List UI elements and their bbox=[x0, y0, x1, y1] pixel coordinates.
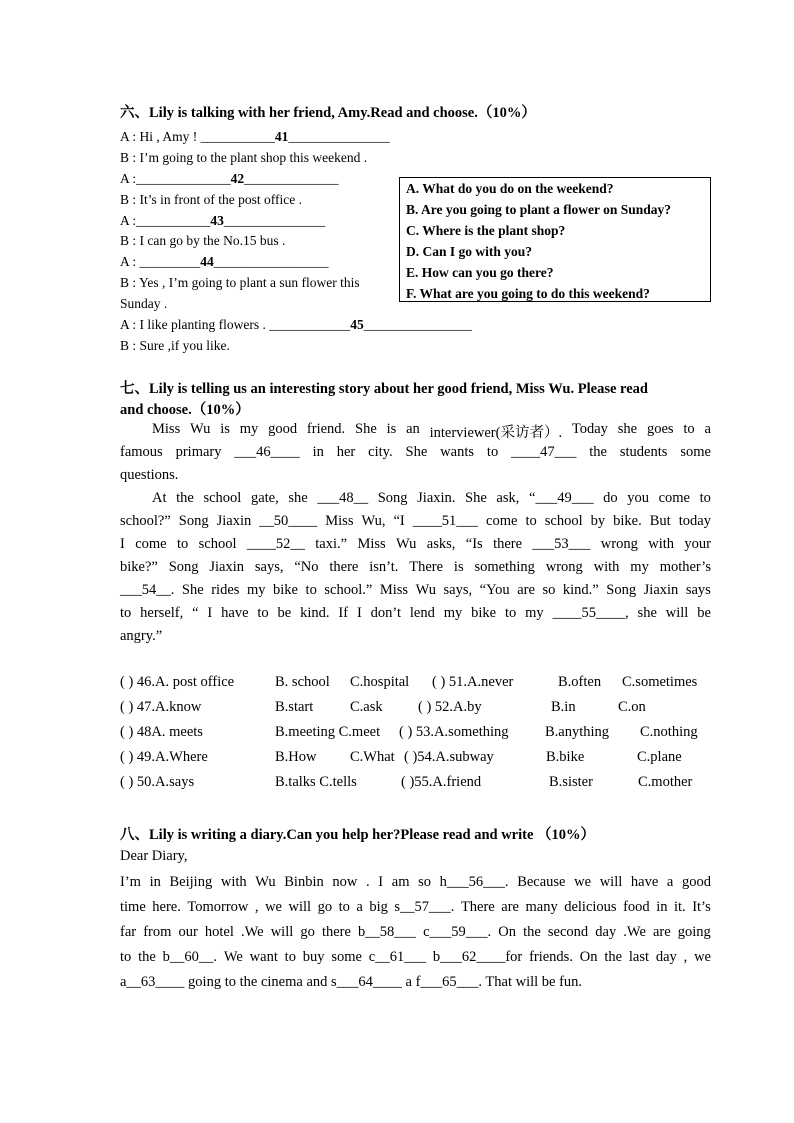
word: buy bbox=[302, 949, 325, 965]
word: On bbox=[579, 949, 598, 965]
choice-option: C.What bbox=[350, 749, 395, 765]
word: the bbox=[589, 444, 607, 460]
word: a bbox=[666, 874, 674, 890]
word: will bbox=[270, 924, 294, 940]
choice-option: B.in bbox=[551, 699, 576, 715]
choice-option: B. school bbox=[275, 674, 330, 690]
word: is bbox=[453, 559, 464, 575]
word: a bbox=[704, 421, 711, 437]
passage-line bbox=[120, 605, 711, 622]
choice-option: ( ) 48A. meets bbox=[120, 724, 203, 740]
choice-option: ( )55.A.friend bbox=[401, 774, 482, 790]
word: Beijing bbox=[169, 874, 213, 890]
word: there bbox=[329, 559, 359, 575]
word: kind.” bbox=[562, 582, 599, 598]
dialogue-text: B : I can go by the No.15 bus . bbox=[120, 233, 286, 248]
diary-line bbox=[120, 899, 711, 916]
word: go bbox=[300, 924, 315, 940]
word: so bbox=[542, 582, 556, 598]
choice-option: ( ) 47.A.know bbox=[120, 699, 202, 715]
passage-line bbox=[152, 421, 711, 442]
word: wrong bbox=[600, 536, 638, 552]
word: It’s bbox=[692, 899, 711, 915]
word: my bbox=[239, 421, 259, 437]
word: Miss bbox=[379, 582, 409, 598]
word: the bbox=[604, 949, 623, 965]
word: time bbox=[120, 899, 146, 915]
choice-option: C.nothing bbox=[640, 724, 698, 740]
word: ___54__. bbox=[120, 582, 175, 598]
word: ask, bbox=[496, 490, 520, 506]
dialogue-text: A : I like planting flowers . ____________ bbox=[120, 317, 351, 332]
blank-number: 41 bbox=[274, 129, 289, 144]
word: At bbox=[152, 490, 167, 506]
word: come bbox=[658, 490, 690, 506]
word: so bbox=[418, 874, 432, 890]
word: Wu, bbox=[361, 513, 386, 529]
word: school bbox=[203, 490, 242, 506]
word: “I bbox=[393, 513, 405, 529]
dialogue-text: A : Hi , Amy ! ___________ bbox=[120, 129, 275, 144]
choice-option: ( ) 52.A.by bbox=[418, 699, 482, 715]
word: are bbox=[501, 899, 519, 915]
word: Song bbox=[606, 582, 637, 598]
word: If bbox=[338, 605, 349, 621]
word: says bbox=[685, 582, 711, 598]
choice-option: C.plane bbox=[637, 749, 682, 765]
dialogue-blank: _______________ bbox=[288, 129, 390, 144]
word: Song bbox=[168, 559, 199, 575]
blank-number: 43 bbox=[210, 213, 224, 228]
word: . bbox=[366, 874, 370, 890]
dialogue-line bbox=[120, 213, 325, 229]
word: something bbox=[474, 559, 535, 575]
dialogue-text: B : I’m going to the plant shop this weekend . bbox=[120, 150, 368, 165]
word: .We bbox=[241, 924, 264, 940]
word: primary bbox=[175, 444, 222, 460]
word: school bbox=[544, 513, 583, 529]
word: many bbox=[525, 899, 558, 915]
word: bike?” bbox=[120, 559, 158, 575]
word: is bbox=[386, 421, 397, 437]
word: will bbox=[665, 605, 689, 621]
dialogue-text: B : Yes , I’m going to plant a sun flower this bbox=[120, 275, 360, 290]
dialogue-text: A : _________ bbox=[120, 254, 201, 269]
word: far bbox=[120, 924, 137, 940]
word: have bbox=[630, 874, 659, 890]
word: Because bbox=[517, 874, 566, 890]
word: famous bbox=[120, 444, 163, 460]
word: I’m bbox=[120, 874, 141, 890]
word: with bbox=[648, 536, 675, 552]
word: last bbox=[628, 949, 650, 965]
section-8-title: 八、Lily is writing a diary.Can you help her?Please read and write （10%） bbox=[120, 827, 596, 843]
diary-greeting: Dear Diary, bbox=[120, 848, 188, 864]
word: her bbox=[336, 444, 356, 460]
word: Today bbox=[571, 421, 608, 437]
word: in bbox=[312, 444, 324, 460]
word: She bbox=[405, 444, 428, 460]
options-box bbox=[399, 177, 711, 302]
word: in bbox=[656, 899, 668, 915]
choice-option: B.often bbox=[558, 674, 602, 690]
word: you bbox=[627, 490, 649, 506]
dialogue-text: B : Sure ,if you like. bbox=[120, 338, 230, 353]
word: Wu bbox=[415, 582, 436, 598]
section-6-title: 六、Lily is talking with her friend, Amy.Read and choose.（10%） bbox=[120, 105, 536, 121]
blank-number: 44 bbox=[200, 254, 214, 269]
choice-option: B.sister bbox=[549, 774, 593, 790]
word: asks, bbox=[426, 536, 456, 552]
word: But bbox=[649, 513, 671, 529]
word: she bbox=[288, 490, 308, 506]
option-item: F. What are you going to do this weekend? bbox=[406, 286, 650, 301]
word: to bbox=[486, 444, 499, 460]
word: to bbox=[683, 421, 695, 437]
word: h___56___. bbox=[439, 874, 509, 890]
word: ____47___ bbox=[511, 444, 577, 460]
word: city. bbox=[368, 444, 393, 460]
word: wrong bbox=[545, 559, 583, 575]
word: some bbox=[680, 444, 711, 460]
word: school bbox=[198, 536, 237, 552]
diary-line bbox=[120, 924, 711, 941]
word: hotel bbox=[204, 924, 234, 940]
word: the bbox=[138, 949, 156, 965]
passage-line: questions. bbox=[120, 467, 179, 483]
word: rides bbox=[211, 582, 240, 598]
choice-option: ( ) 50.A.says bbox=[120, 774, 195, 790]
word: be bbox=[277, 605, 292, 621]
dialogue-line bbox=[120, 150, 367, 166]
word: “ bbox=[192, 605, 199, 621]
section-7-title-line2: and choose.（10%） bbox=[120, 402, 250, 418]
word: bike. bbox=[613, 513, 642, 529]
word: going bbox=[677, 924, 711, 940]
word: s__57___. bbox=[394, 899, 455, 915]
word: do bbox=[603, 490, 618, 506]
word: to bbox=[338, 899, 350, 915]
choice-option: C.ask bbox=[350, 699, 383, 715]
word: to bbox=[699, 490, 711, 506]
word: says, bbox=[254, 559, 284, 575]
word: to bbox=[284, 949, 296, 965]
word: I bbox=[378, 874, 384, 890]
word: it. bbox=[674, 899, 686, 915]
dialogue-line bbox=[120, 233, 285, 249]
dialogue-line bbox=[120, 254, 329, 270]
word: food bbox=[623, 899, 650, 915]
word: day bbox=[595, 924, 617, 940]
word: day bbox=[655, 949, 677, 965]
word: our bbox=[178, 924, 198, 940]
word: Miss bbox=[152, 421, 181, 437]
word: lend bbox=[409, 605, 435, 621]
word: Jiaxin bbox=[209, 559, 245, 575]
word: Tomorrow bbox=[187, 899, 249, 915]
word: Binbin bbox=[284, 874, 324, 890]
word: I bbox=[207, 605, 213, 621]
dialogue-line bbox=[120, 275, 360, 291]
section-7-title-line1: 七、Lily is telling us an interesting story about her good friend, Miss Wu. Please read bbox=[120, 381, 648, 397]
word: she bbox=[637, 605, 657, 621]
word: , bbox=[254, 899, 259, 915]
word: we bbox=[694, 949, 711, 965]
choice-option: C.hospital bbox=[350, 674, 410, 690]
passage-line: angry.” bbox=[120, 628, 163, 644]
dialogue-line bbox=[120, 129, 390, 145]
word: be bbox=[697, 605, 711, 621]
word: there bbox=[321, 924, 351, 940]
word: with bbox=[593, 559, 620, 575]
passage-line bbox=[120, 582, 711, 599]
word: ____52__ bbox=[246, 536, 305, 552]
word: says, bbox=[443, 582, 473, 598]
word: mother’s bbox=[659, 559, 711, 575]
word: we bbox=[265, 899, 282, 915]
word: friend. bbox=[306, 421, 346, 437]
choice-option: ( ) 51.A.never bbox=[432, 674, 514, 690]
passage-line bbox=[120, 444, 711, 461]
word: “Is bbox=[465, 536, 483, 552]
word: to bbox=[120, 605, 132, 621]
word: today bbox=[678, 513, 711, 529]
word: There bbox=[409, 559, 444, 575]
word: Jiaxin. bbox=[417, 490, 456, 506]
word: c___59___. bbox=[423, 924, 492, 940]
word: there bbox=[493, 536, 523, 552]
word: my bbox=[246, 582, 266, 598]
word: big bbox=[369, 899, 388, 915]
word: b__58___ bbox=[358, 924, 417, 940]
word: c__61___ bbox=[368, 949, 426, 965]
word: in bbox=[149, 874, 161, 890]
word: .We bbox=[623, 924, 646, 940]
option-item: D. Can I go with you? bbox=[406, 244, 533, 259]
passage-line bbox=[152, 490, 711, 507]
word: to bbox=[257, 605, 269, 621]
word: she bbox=[617, 421, 638, 437]
word: bike bbox=[273, 582, 298, 598]
word: Miss bbox=[357, 536, 386, 552]
word: school.” bbox=[324, 582, 373, 598]
choice-option: ( ) 46.A. post office bbox=[120, 674, 235, 690]
diary-line: a__63____ going to the cinema and s___64____ a f___65___. That will be fun. bbox=[120, 974, 583, 990]
word: come bbox=[135, 536, 167, 552]
word: ___53___ bbox=[532, 536, 591, 552]
word: I bbox=[120, 536, 125, 552]
choice-option: B.talks C.tells bbox=[275, 774, 357, 790]
word: She bbox=[355, 421, 377, 437]
choice-option: B.How bbox=[275, 749, 317, 765]
word: We bbox=[223, 949, 243, 965]
word: want bbox=[249, 949, 278, 965]
word: by bbox=[590, 513, 606, 529]
word: school?” bbox=[120, 513, 171, 529]
word: wants bbox=[440, 444, 475, 460]
word: your bbox=[684, 536, 711, 552]
word: Miss bbox=[325, 513, 354, 529]
passage-line bbox=[120, 536, 711, 553]
word: are bbox=[652, 924, 671, 940]
word: to bbox=[525, 513, 537, 529]
word: students bbox=[619, 444, 668, 460]
dialogue-blank: ______________ bbox=[244, 171, 339, 186]
word: herself, bbox=[140, 605, 184, 621]
word: to bbox=[120, 949, 132, 965]
choice-option: B.anything bbox=[545, 724, 610, 740]
word: an bbox=[406, 421, 420, 437]
word: Wu bbox=[396, 536, 417, 552]
word: On bbox=[498, 924, 516, 940]
dialogue-text: Sunday . bbox=[120, 296, 168, 311]
word: b__60__. bbox=[162, 949, 218, 965]
word: __50____ bbox=[259, 513, 318, 529]
word: to bbox=[177, 536, 189, 552]
word: delicious bbox=[564, 899, 617, 915]
word: ____51___ bbox=[412, 513, 479, 529]
word: “___49___ bbox=[529, 490, 594, 506]
dialogue-line bbox=[120, 192, 302, 208]
word: with bbox=[220, 874, 247, 890]
word: now bbox=[332, 874, 358, 890]
word: gate, bbox=[250, 490, 279, 506]
choice-option: C.on bbox=[618, 699, 646, 715]
option-item: B. Are you going to plant a flower on Sunday? bbox=[406, 202, 672, 217]
passage-line bbox=[120, 513, 711, 530]
word: b___62____for bbox=[432, 949, 523, 965]
dialogue-line bbox=[120, 317, 472, 333]
word: from bbox=[143, 924, 172, 940]
choice-option: C.sometimes bbox=[622, 674, 698, 690]
word: to bbox=[305, 582, 317, 598]
dialogue-line bbox=[120, 171, 339, 187]
blank-number: 45 bbox=[350, 317, 364, 332]
choice-option: C.mother bbox=[638, 774, 693, 790]
word: Jiaxin bbox=[643, 582, 679, 598]
word: a bbox=[356, 899, 363, 915]
word: come bbox=[486, 513, 518, 529]
dialogue-line bbox=[120, 338, 230, 354]
word: will bbox=[599, 874, 623, 890]
choice-option: ( )54.A.subway bbox=[404, 749, 494, 765]
word: good bbox=[268, 421, 298, 437]
diary-line bbox=[120, 949, 711, 966]
word: She bbox=[465, 490, 487, 506]
word: “No bbox=[294, 559, 319, 575]
word: here. bbox=[152, 899, 181, 915]
word: my bbox=[630, 559, 649, 575]
word: we bbox=[574, 874, 592, 890]
word: go bbox=[317, 899, 333, 915]
word: friends. bbox=[529, 949, 573, 965]
word: Song bbox=[178, 513, 209, 529]
dialogue-text: A :______________ bbox=[120, 171, 231, 186]
word: good bbox=[682, 874, 711, 890]
choice-option: B.bike bbox=[546, 749, 585, 765]
word: some bbox=[331, 949, 362, 965]
diary-line bbox=[120, 874, 711, 891]
word: will bbox=[288, 899, 312, 915]
word: “You bbox=[479, 582, 510, 598]
dialogue-line bbox=[120, 296, 167, 312]
option-item: C. Where is the plant shop? bbox=[406, 223, 566, 238]
dialogue-blank: _______________ bbox=[223, 213, 326, 228]
word: Wu bbox=[255, 874, 276, 890]
word: isn’t. bbox=[369, 559, 399, 575]
dialogue-text: B : It’s in front of the post office . bbox=[120, 192, 302, 207]
word: is bbox=[220, 421, 230, 437]
word: second bbox=[547, 924, 589, 940]
word: ___46____ bbox=[234, 444, 300, 460]
word: taxi.” bbox=[315, 536, 348, 552]
word: to bbox=[504, 605, 517, 621]
word: are bbox=[517, 582, 535, 598]
choice-option: B.start bbox=[275, 699, 314, 715]
word: my bbox=[443, 605, 463, 621]
word: am bbox=[391, 874, 410, 890]
option-item: E. How can you go there? bbox=[406, 265, 554, 280]
word: I bbox=[356, 605, 362, 621]
passage-line bbox=[120, 559, 711, 576]
word: interviewer(采访者）. bbox=[429, 425, 563, 441]
word: , bbox=[683, 949, 688, 965]
blank-number: 42 bbox=[230, 171, 245, 186]
choice-option: B.meeting C.meet bbox=[275, 724, 381, 740]
word: the bbox=[523, 924, 541, 940]
word: kind. bbox=[300, 605, 330, 621]
word: Jiaxin bbox=[216, 513, 252, 529]
dialogue-blank: _________________ bbox=[213, 254, 329, 269]
dialogue-text: A :___________ bbox=[120, 213, 211, 228]
word: don’t bbox=[370, 605, 402, 621]
choice-option: ( ) 53.A.something bbox=[399, 724, 509, 740]
word: have bbox=[221, 605, 249, 621]
dialogue-blank: ________________ bbox=[363, 317, 472, 332]
word: my bbox=[525, 605, 544, 621]
word: Song bbox=[377, 490, 408, 506]
word: bike bbox=[471, 605, 497, 621]
word: ___48__ bbox=[317, 490, 369, 506]
word: Wu bbox=[190, 421, 211, 437]
word: ____55____, bbox=[552, 605, 629, 621]
choice-option: ( ) 49.A.Where bbox=[120, 749, 208, 765]
word: There bbox=[460, 899, 495, 915]
word: goes bbox=[646, 421, 674, 437]
word: She bbox=[181, 582, 204, 598]
word: the bbox=[176, 490, 194, 506]
option-item: A. What do you do on the weekend? bbox=[406, 181, 614, 196]
